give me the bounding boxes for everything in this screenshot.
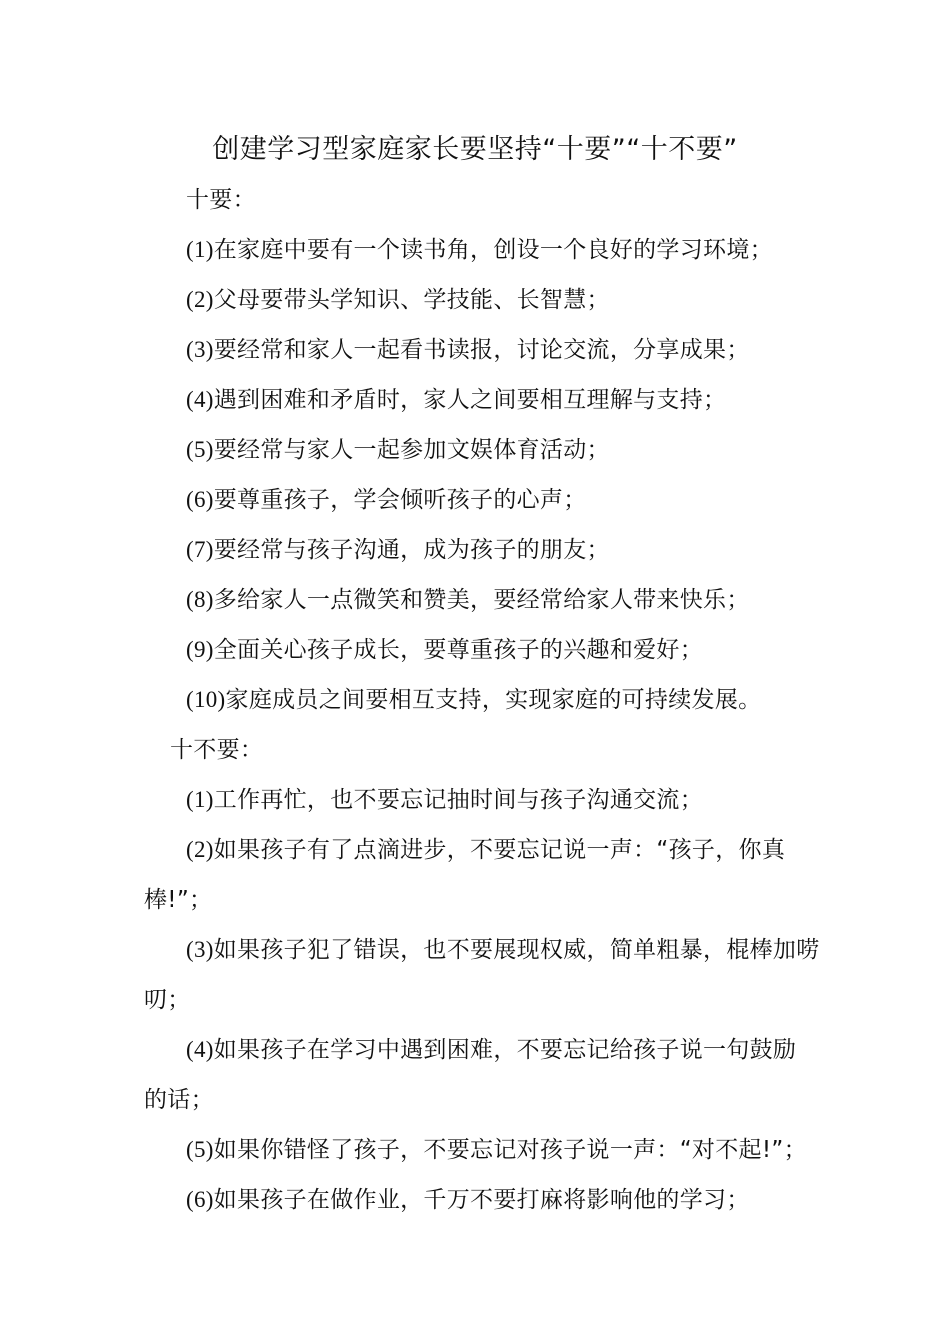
- item-number: (5): [186, 437, 214, 462]
- item-text: 父母要带头学知识、学技能、长智慧；: [213, 287, 610, 313]
- list-item-continuation: 叨；: [144, 987, 191, 1013]
- list-item: [186, 1033, 796, 1067]
- item-text: 工作再忙，也不要忘记抽时间与孩子沟通交流；: [213, 787, 704, 813]
- list-item: [186, 633, 703, 667]
- list-item: [186, 283, 610, 317]
- item-text: 要尊重孩子，学会倾听孩子的心声；: [213, 487, 587, 513]
- list-item: [186, 383, 726, 417]
- list-item: [186, 833, 785, 867]
- item-text: 遇到困难和矛盾时，家人之间要相互理解与支持；: [213, 387, 727, 413]
- item-text: 全面关心孩子成长，要尊重孩子的兴趣和爱好；: [213, 637, 704, 663]
- item-text: 如果孩子在做作业，千万不要打麻将影响他的学习；: [213, 1187, 750, 1213]
- item-text: 如果孩子犯了错误，也不要展现权威，简单粗暴，棍棒加唠: [213, 937, 820, 963]
- item-number: (3): [186, 337, 214, 362]
- item-text: 在家庭中要有一个读书角，创设一个良好的学习环境；: [213, 237, 773, 263]
- item-number: (2): [186, 837, 214, 862]
- item-number: (9): [186, 637, 214, 662]
- item-number: (7): [186, 537, 214, 562]
- item-number: (5): [186, 1137, 214, 1162]
- item-number: (6): [186, 1187, 214, 1212]
- item-number: (1): [186, 787, 214, 812]
- item-number: (6): [186, 487, 214, 512]
- item-number: (4): [186, 387, 214, 412]
- item-text: 要经常和家人一起看书读报，讨论交流，分享成果；: [213, 337, 750, 363]
- list-item: [186, 233, 773, 267]
- list-item: [186, 333, 750, 367]
- item-number: (10): [186, 687, 226, 712]
- section-heading-ten-dos: 十要：: [186, 187, 256, 213]
- document-title: 创建学习型家庭家长要坚持“十要”“十不要”: [212, 134, 738, 165]
- item-number: (2): [186, 287, 214, 312]
- item-number: (4): [186, 1037, 214, 1062]
- item-number: (8): [186, 587, 214, 612]
- list-item: [186, 483, 587, 517]
- list-item: [186, 683, 761, 717]
- item-number: (3): [186, 937, 214, 962]
- item-text: 要经常与孩子沟通，成为孩子的朋友；: [213, 537, 610, 563]
- item-number: (1): [186, 237, 214, 262]
- list-item-continuation: 棒!”；: [144, 887, 213, 913]
- list-item-continuation: 的话；: [144, 1087, 214, 1113]
- list-item: [186, 433, 610, 467]
- list-item: [186, 1183, 750, 1217]
- item-text: 如果孩子在学习中遇到困难，不要忘记给孩子说一句鼓励: [213, 1037, 797, 1063]
- list-item: [186, 783, 703, 817]
- item-text: 要经常与家人一起参加文娱体育活动；: [213, 437, 610, 463]
- list-item: [186, 933, 820, 967]
- list-item: [186, 1133, 807, 1167]
- item-text: 多给家人一点微笑和赞美，要经常给家人带来快乐；: [213, 587, 750, 613]
- item-text: 如果你错怪了孩子，不要忘记对孩子说一声：“对不起!”；: [213, 1137, 807, 1163]
- section-heading-ten-donts: 十不要：: [170, 737, 264, 763]
- item-text: 如果孩子有了点滴进步，不要忘记说一声：“孩子，你真: [213, 837, 786, 863]
- item-text: 家庭成员之间要相互支持，实现家庭的可持续发展。: [225, 687, 762, 713]
- list-item: [186, 583, 750, 617]
- list-item: [186, 533, 610, 567]
